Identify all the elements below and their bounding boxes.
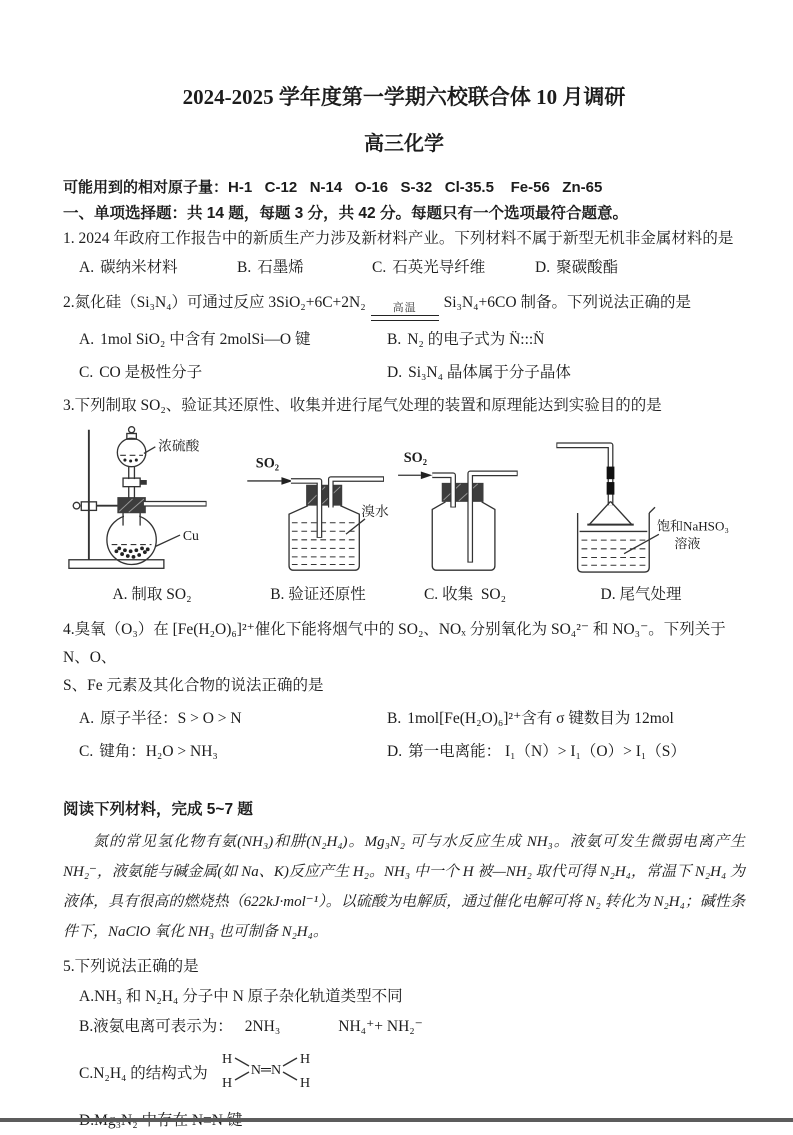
q4-option-c-label: C. bbox=[79, 743, 94, 761]
rubber-joint-1 bbox=[607, 467, 615, 480]
q1-option-c bbox=[372, 255, 535, 281]
q5-option-a-text: NH₃ 和 N₂H₄ 分子中 N 原子杂化轨道类型不同 bbox=[94, 988, 403, 1006]
q4-option-a bbox=[79, 704, 387, 734]
q2-options bbox=[63, 325, 745, 388]
q1-option-a-label: A. bbox=[79, 259, 95, 277]
bromine-water-liquid bbox=[292, 523, 357, 565]
structure-h-bottomright: H bbox=[299, 1076, 310, 1092]
apparatus-d-tailgas bbox=[537, 424, 745, 574]
q2-option-b-text: N₂ 的电子式为 N̈:::N̈ bbox=[407, 331, 545, 349]
q1-option-a-text: 碳纳米材料 bbox=[100, 259, 178, 277]
q4-options bbox=[63, 704, 745, 767]
q1-option-d-text: 聚碳酸酯 bbox=[556, 259, 619, 277]
cu-label: Cu bbox=[182, 528, 199, 544]
q3-stem: 3.下列制取 SO₂、验证其还原性、收集并进行尾气处理的装置和原理能达到实验目的的是 bbox=[63, 397, 662, 415]
apparatus-b-reduction-test bbox=[243, 424, 393, 574]
q5-option-b-rhs: NH₄⁺+ NH₂⁻ bbox=[338, 1018, 423, 1036]
question-1 bbox=[63, 225, 745, 281]
nahso3-label-line2: 溶液 bbox=[674, 536, 701, 552]
q4-option-b-text: 1mol[Fe(H₂O)₆]²⁺含有 σ 键数目为 12mol bbox=[407, 710, 674, 728]
q4-option-d-label: D. bbox=[387, 743, 403, 761]
structure-h-topright: H bbox=[299, 1052, 310, 1068]
question-3 bbox=[63, 392, 745, 604]
q4-option-c-text: 键角：H₂O > NH₃ bbox=[99, 743, 218, 761]
q2-option-b bbox=[387, 325, 745, 355]
apparatus-c-diagram bbox=[395, 424, 535, 574]
bromine-label: 溴水 bbox=[361, 504, 389, 520]
q3-caption-a: A. 制取 SO₂ bbox=[112, 586, 192, 604]
q5-option-b-lhs: 2NH₃ bbox=[244, 1018, 281, 1036]
q3-caption-b: B. 验证还原性 bbox=[270, 586, 366, 604]
q2-stem bbox=[63, 289, 745, 321]
q2-option-a-label: A. bbox=[79, 331, 95, 349]
reaction-double-line bbox=[371, 315, 439, 321]
q2-option-c bbox=[79, 358, 387, 388]
structure-h-topleft: H bbox=[221, 1052, 232, 1068]
apparatus-c-collection bbox=[395, 424, 535, 574]
q1-option-c-text: 石英光导纤维 bbox=[392, 259, 486, 277]
reading-material bbox=[63, 797, 745, 947]
q1-option-b-label: B. bbox=[237, 259, 252, 277]
q1-option-d bbox=[535, 255, 618, 281]
q2-option-c-label: C. bbox=[79, 364, 94, 382]
question-2 bbox=[63, 289, 745, 388]
q2-stem-before: 2.氮化硅（Si₃N₄）可通过反应 3SiO₂+6C+2N₂ bbox=[63, 294, 366, 312]
apparatus-a-diagram bbox=[63, 424, 241, 574]
q4-option-d bbox=[387, 737, 745, 767]
q3-caption-c: C. 收集 SO₂ bbox=[423, 586, 507, 604]
q3-captions-row bbox=[63, 576, 745, 604]
cu-granules bbox=[115, 547, 150, 559]
collection-bottle-stopper bbox=[442, 483, 484, 502]
rubber-joint-2 bbox=[607, 482, 615, 495]
q4-option-a-label: A. bbox=[79, 710, 95, 728]
so2-in-label-c: SO₂ bbox=[403, 450, 428, 467]
q4-option-c bbox=[79, 737, 387, 767]
q5-stem: 5.下列说法正确的是 bbox=[63, 958, 199, 976]
q5-option-a-label: A. bbox=[79, 988, 95, 1006]
q2-option-d-text: Si₃N₄ 晶体属于分子晶体 bbox=[408, 364, 571, 382]
q5-option-c-label: C. bbox=[79, 1065, 94, 1083]
section1-heading: 一、单项选择题：共 14 题，每题 3 分，共 42 分。每题只有一个选项最符合题意。 bbox=[63, 205, 628, 223]
reaction-condition bbox=[371, 302, 439, 321]
q5-option-a bbox=[63, 983, 745, 1011]
q4-option-a-text: 原子半径：S > O > N bbox=[100, 710, 242, 728]
q5-option-b-prefix: 液氨电离可表示为： bbox=[93, 1018, 233, 1036]
structure-h-bottomleft: H bbox=[221, 1076, 232, 1092]
q4-option-b-label: B. bbox=[387, 710, 402, 728]
q3-caption-d: D. 尾气处理 bbox=[600, 586, 682, 604]
gas-arrow-c bbox=[421, 472, 432, 480]
q2-option-a-text: 1mol SiO₂ 中含有 2molSi—O 键 bbox=[100, 331, 311, 349]
so2-in-label-b: SO₂ bbox=[255, 456, 280, 473]
q5-option-b bbox=[63, 1013, 745, 1041]
q2-option-c-text: CO 是极性分子 bbox=[99, 364, 203, 382]
q1-option-b-text: 石墨烯 bbox=[257, 259, 304, 277]
q1-stem: 1. 2024 年政府工作报告中的新质生产力涉及新材料产业。下列材料不属于新型无机非金属材料的是 bbox=[63, 230, 734, 248]
question-4 bbox=[63, 616, 745, 767]
q4-stem-line1: 4.臭氧（O₃）在 [Fe(H₂O)₆]²⁺催化下能将烟气中的 SO₂、NOₓ 分别氧化为 SO₄²⁻ 和 NO₃⁻。下列关于 N、O、 bbox=[63, 621, 726, 667]
q1-option-a bbox=[79, 255, 237, 281]
nahso3-label-line1: 饱和NaHSO₃ bbox=[656, 518, 729, 534]
apparatus-d-diagram bbox=[537, 424, 745, 574]
reading-heading: 阅读下列材料，完成 5~7 题 bbox=[63, 801, 253, 819]
q2-option-d-label: D. bbox=[387, 364, 403, 382]
q2-option-d bbox=[387, 358, 745, 388]
q1-option-b bbox=[237, 255, 372, 281]
atomic-masses-line: 可能用到的相对原子量：H-1 C-12 N-14 O-16 S-32 Cl-35.5 Fe-56 Zn-65 bbox=[63, 179, 603, 197]
reaction-condition-text: 高温 bbox=[392, 302, 417, 315]
page-subtitle: 高三化学 bbox=[364, 133, 444, 156]
page-bottom-border bbox=[0, 1118, 793, 1122]
structure-nn-doublebond: N═N bbox=[250, 1063, 281, 1079]
q4-stem-line2: S、Fe 元素及其化合物的说法正确的是 bbox=[63, 677, 324, 695]
q5-option-b-label: B. bbox=[79, 1018, 94, 1036]
q4-option-b bbox=[387, 704, 745, 734]
page-title: 2024-2025 学年度第一学期六校联合体 10 月调研 bbox=[182, 85, 626, 109]
q3-apparatus-row bbox=[63, 424, 745, 574]
apparatus-a-generation bbox=[63, 424, 241, 574]
q2-stem-after: Si₃N₄+6CO 制备。下列说法正确的是 bbox=[443, 294, 691, 312]
q5-option-c bbox=[63, 1045, 745, 1103]
n2h4-structure bbox=[216, 1045, 316, 1103]
question-5 bbox=[63, 953, 745, 1135]
q2-option-a bbox=[79, 325, 387, 355]
q4-option-d-text: 第一电离能： I₁（N）> I₁（O）> I₁（S） bbox=[408, 743, 686, 761]
q5-option-c-prefix: N₂H₄ 的结构式为 bbox=[93, 1065, 208, 1083]
q1-option-d-label: D. bbox=[535, 259, 551, 277]
q1-option-c-label: C. bbox=[372, 259, 387, 277]
q1-options bbox=[63, 255, 745, 281]
nahso3-liquid bbox=[582, 540, 646, 565]
apparatus-b-diagram bbox=[243, 424, 393, 574]
q2-option-b-label: B. bbox=[387, 331, 402, 349]
acid-label: 浓硫酸 bbox=[158, 438, 200, 454]
reading-passage: 氮的常见氢化物有氨(NH₃)和肼(N₂H₄)。Mg₃N₂ 可与水反应生成 NH₃。液氨可发生微弱电离产生NH₂⁻，液氨能与碱金属(如 Na、K)反应产生 H₂。NH₃ 中一个 H 被—NH₂ 取代可得 N₂H₄，常温下 N₂H₄ 为液体，具有很高的燃烧热（622kJ·mol⁻¹）。以硫酸为电解质，通过催化电解可将 N₂ 转化为 N₂H₄；碱性条件下，NaClO 氧化 NH₃ 也可制备 N₂H₄。 bbox=[63, 834, 745, 941]
